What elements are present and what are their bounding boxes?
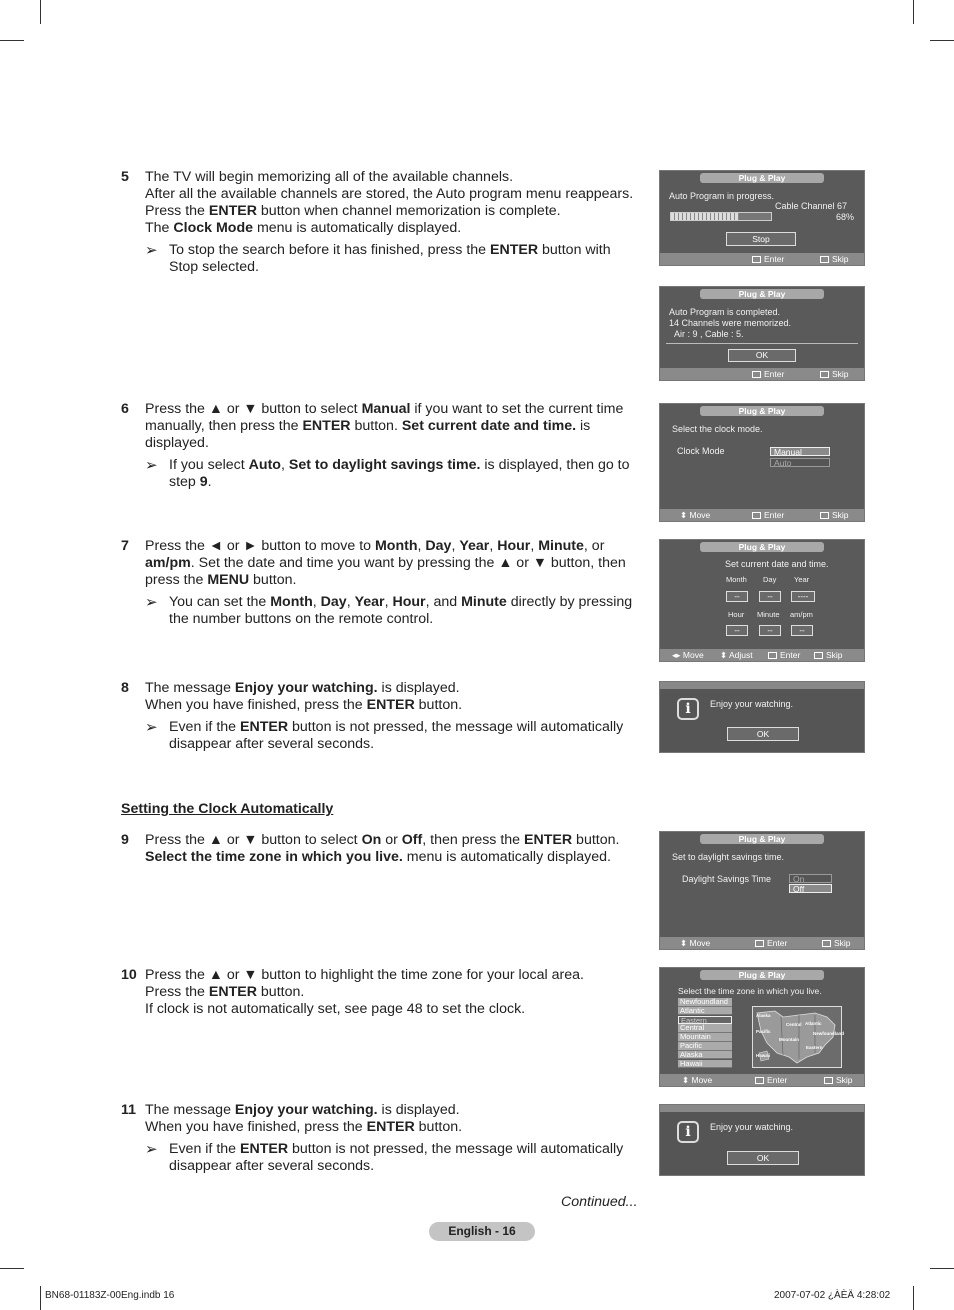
step-number: 5 <box>121 169 129 185</box>
osd-prompt: Select the clock mode. <box>672 424 763 434</box>
day-field[interactable]: -- <box>759 591 781 602</box>
osd-daylight-savings <box>659 831 865 950</box>
skip-icon <box>814 652 823 659</box>
osd-help-bar: Enter Skip <box>660 253 864 265</box>
osd-title: Plug & Play <box>700 406 824 416</box>
enter-icon <box>768 652 777 659</box>
time-zone-item[interactable]: Hawaii <box>678 1060 732 1069</box>
footer-file: BN68-01183Z-00Eng.indb 16 <box>45 1290 175 1301</box>
osd-help-bar: ⬍ Move Enter Skip <box>660 1074 864 1086</box>
osd-title: Plug & Play <box>700 834 824 844</box>
osd-percent: 68% <box>835 212 854 222</box>
ok-button[interactable]: OK <box>727 1151 799 1165</box>
step-note: ➢ Even if the ENTER button is not pressed, the message will automatically disappear after several seconds. <box>145 1141 624 1174</box>
step-text: The message Enjoy your watching. is displayed. When you have finished, press the ENTER button. ➢ Even if the ENTER button is not pressed, the message will automatically disappear after several seconds. <box>145 680 635 753</box>
updown-icon: ⬍ <box>680 510 690 520</box>
year-field[interactable]: ---- <box>791 591 815 602</box>
divider <box>666 343 858 344</box>
step-text: Press the ▲ or ▼ button to highlight the time zone for your local area. Press the ENTER button. If clock is not automatically set, see page 48 to set the clock. <box>145 967 584 1017</box>
crop-mark <box>913 1286 914 1310</box>
year-label: Year <box>794 575 810 584</box>
skip-icon <box>824 1077 833 1084</box>
osd-auto-program-complete <box>659 286 865 381</box>
daylight-savings-label: Daylight Savings Time <box>682 874 772 884</box>
step-note: ➢ To stop the search before it has finished, press the ENTER button with Stop selected. <box>145 242 611 275</box>
ampm-field[interactable]: -- <box>791 625 813 636</box>
osd-message: Enjoy your watching. <box>710 1122 794 1132</box>
map-label: Atlantic <box>805 1021 822 1026</box>
updown-icon: ⬍ <box>680 938 690 948</box>
enter-icon <box>755 1077 764 1084</box>
day-label: Day <box>763 575 777 584</box>
map-label: Alaska <box>756 1013 771 1018</box>
option-off[interactable]: Off <box>789 884 832 893</box>
updown-icon: ⬍ <box>720 650 730 660</box>
time-zone-map <box>752 1006 842 1068</box>
updown-icon: ⬍ <box>682 1075 692 1085</box>
crop-mark <box>930 1268 954 1269</box>
osd-prompt: Set current date and time. <box>725 559 829 569</box>
minute-field[interactable]: -- <box>759 625 781 636</box>
osd-text: Air : 9 , Cable : 5. <box>674 329 744 339</box>
enter-icon <box>752 371 761 378</box>
step-number: 8 <box>121 680 129 696</box>
step-text: The TV will begin memorizing all of the available channels. After all the available channels are stored, the Auto program menu reappears. Press the ENTER button when channel memorization is complete. The Clock Mode menu is automatically displayed. ➢ To stop the search before it has finished, press the ENTER button with Stop selected. <box>145 169 634 275</box>
time-zone-item[interactable]: Eastern <box>678 1016 732 1025</box>
osd-auto-program-progress <box>659 170 865 266</box>
step-note: ➢ Even if the ENTER button is not pressed, the message will automatically disappear after several seconds. <box>145 719 624 752</box>
leftright-icon: ◂▸ <box>672 650 683 660</box>
option-auto[interactable]: Auto <box>770 458 830 467</box>
enter-icon <box>755 940 764 947</box>
time-zone-item[interactable]: Pacific <box>678 1042 732 1051</box>
osd-help-bar: ⬍ Move Enter Skip <box>660 509 864 521</box>
ok-button[interactable]: OK <box>728 349 796 362</box>
osd-text: Auto Program in progress. <box>669 191 775 201</box>
skip-icon <box>820 512 829 519</box>
step-text: Press the ▲ or ▼ button to select Manual if you want to set the current time manually, then press the ENTER button. Set current date and time. is displayed. ➢ If you select Auto, Set to daylight savings time. is displayed, then go to step 9. <box>145 401 635 491</box>
month-field[interactable]: -- <box>726 591 748 602</box>
crop-mark <box>913 0 914 24</box>
arrow-icon: ➢ <box>145 719 158 736</box>
progress-bar <box>670 212 772 221</box>
section-heading: Setting the Clock Automatically <box>121 801 334 817</box>
option-manual[interactable]: Manual <box>770 447 830 456</box>
step-text: Press the ▲ or ▼ button to select On or Off, then press the ENTER button. Select the time zone in which you live. menu is automatically displayed. <box>145 832 620 865</box>
minute-label: Minute <box>757 610 780 619</box>
crop-mark <box>930 40 954 41</box>
step-number: 9 <box>121 832 129 848</box>
hour-field[interactable]: -- <box>726 625 748 636</box>
map-label: Newfoundland <box>813 1031 844 1036</box>
osd-title: Plug & Play <box>700 970 824 980</box>
progress-fill <box>671 213 739 220</box>
osd-message: Enjoy your watching. <box>710 699 794 709</box>
enter-icon <box>752 256 761 263</box>
osd-help-bar: ⬍ Move Enter Skip <box>660 937 864 949</box>
osd-set-date-time <box>659 539 865 662</box>
time-zone-item[interactable]: Newfoundland <box>678 998 732 1007</box>
osd-channel: Cable Channel 67 <box>775 201 848 211</box>
step-text: Press the ◄ or ► button to move to Month, Day, Year, Hour, Minute, or am/pm. Set the date and time you want by pressing the ▲ or ▼ button, then press the MENU button. ➢ You can set the Month, Day, Year, Hour, and Minute directly by pressing the number buttons on the remote control. <box>145 538 635 628</box>
skip-icon <box>820 256 829 263</box>
osd-prompt: Select the time zone in which you live. <box>678 986 822 996</box>
enter-icon <box>752 512 761 519</box>
map-label: Mountain <box>779 1037 799 1042</box>
step-note: ➢ If you select Auto, Set to daylight savings time. is displayed, then go to step 9. <box>145 457 630 490</box>
page-number: English - 16 <box>429 1222 535 1241</box>
skip-icon <box>822 940 831 947</box>
osd-clock-mode <box>659 403 865 522</box>
osd-text: 14 Channels were memorized. <box>669 318 792 328</box>
step-number: 11 <box>121 1102 136 1118</box>
map-label: Pacific <box>756 1029 771 1034</box>
osd-help-bar: ◂▸ Move ⬍ Adjust Enter Skip <box>660 649 864 661</box>
step-number: 7 <box>121 538 129 554</box>
ok-button[interactable]: OK <box>727 727 799 741</box>
crop-mark <box>0 40 24 41</box>
month-label: Month <box>726 575 747 584</box>
step-number: 10 <box>121 967 137 983</box>
info-icon: i <box>677 1121 699 1143</box>
osd-text: Auto Program is completed. <box>669 307 781 317</box>
skip-icon <box>820 371 829 378</box>
osd-time-zone <box>659 967 865 1087</box>
osd-enjoy-message <box>659 681 865 753</box>
time-zone-item[interactable]: Central <box>678 1024 732 1033</box>
time-zone-item[interactable]: Alaska <box>678 1051 732 1060</box>
crop-mark <box>40 0 41 24</box>
option-on[interactable]: On <box>789 874 832 883</box>
stop-button[interactable]: Stop <box>726 232 796 246</box>
crop-mark <box>0 1268 24 1269</box>
osd-title: Plug & Play <box>700 173 824 183</box>
osd-title: Plug & Play <box>700 542 824 552</box>
osd-help-bar: Enter Skip <box>660 368 864 380</box>
osd-prompt: Set to daylight savings time. <box>672 852 785 862</box>
step-text: The message Enjoy your watching. is displayed. When you have finished, press the ENTER button. ➢ Even if the ENTER button is not pressed, the message will automatically disappear after several seconds. <box>145 1102 635 1175</box>
map-label: Central <box>786 1022 802 1027</box>
map-label: Hawaii <box>756 1053 771 1058</box>
continued-label: Continued... <box>561 1194 638 1210</box>
osd-title: Plug & Play <box>700 289 824 299</box>
time-zone-item[interactable]: Atlantic <box>678 1007 732 1016</box>
ampm-label: am/pm <box>790 610 813 619</box>
info-icon: i <box>677 698 699 720</box>
osd-enjoy-message-2 <box>659 1104 865 1176</box>
step-number: 6 <box>121 401 129 417</box>
clock-mode-label: Clock Mode <box>677 446 725 456</box>
footer-timestamp: 2007-07-02 ¿ÀÈÄ 4:28:02 <box>774 1290 891 1301</box>
hour-label: Hour <box>728 610 745 619</box>
crop-mark <box>40 1286 41 1310</box>
arrow-icon: ➢ <box>145 594 158 611</box>
time-zone-item[interactable]: Mountain <box>678 1033 732 1042</box>
arrow-icon: ➢ <box>145 1141 158 1158</box>
map-label: Eastern <box>806 1045 823 1050</box>
arrow-icon: ➢ <box>145 242 158 259</box>
arrow-icon: ➢ <box>145 457 158 474</box>
step-note: ➢ You can set the Month, Day, Year, Hour, and Minute directly by pressing the number buttons on the remote control. <box>145 594 633 627</box>
